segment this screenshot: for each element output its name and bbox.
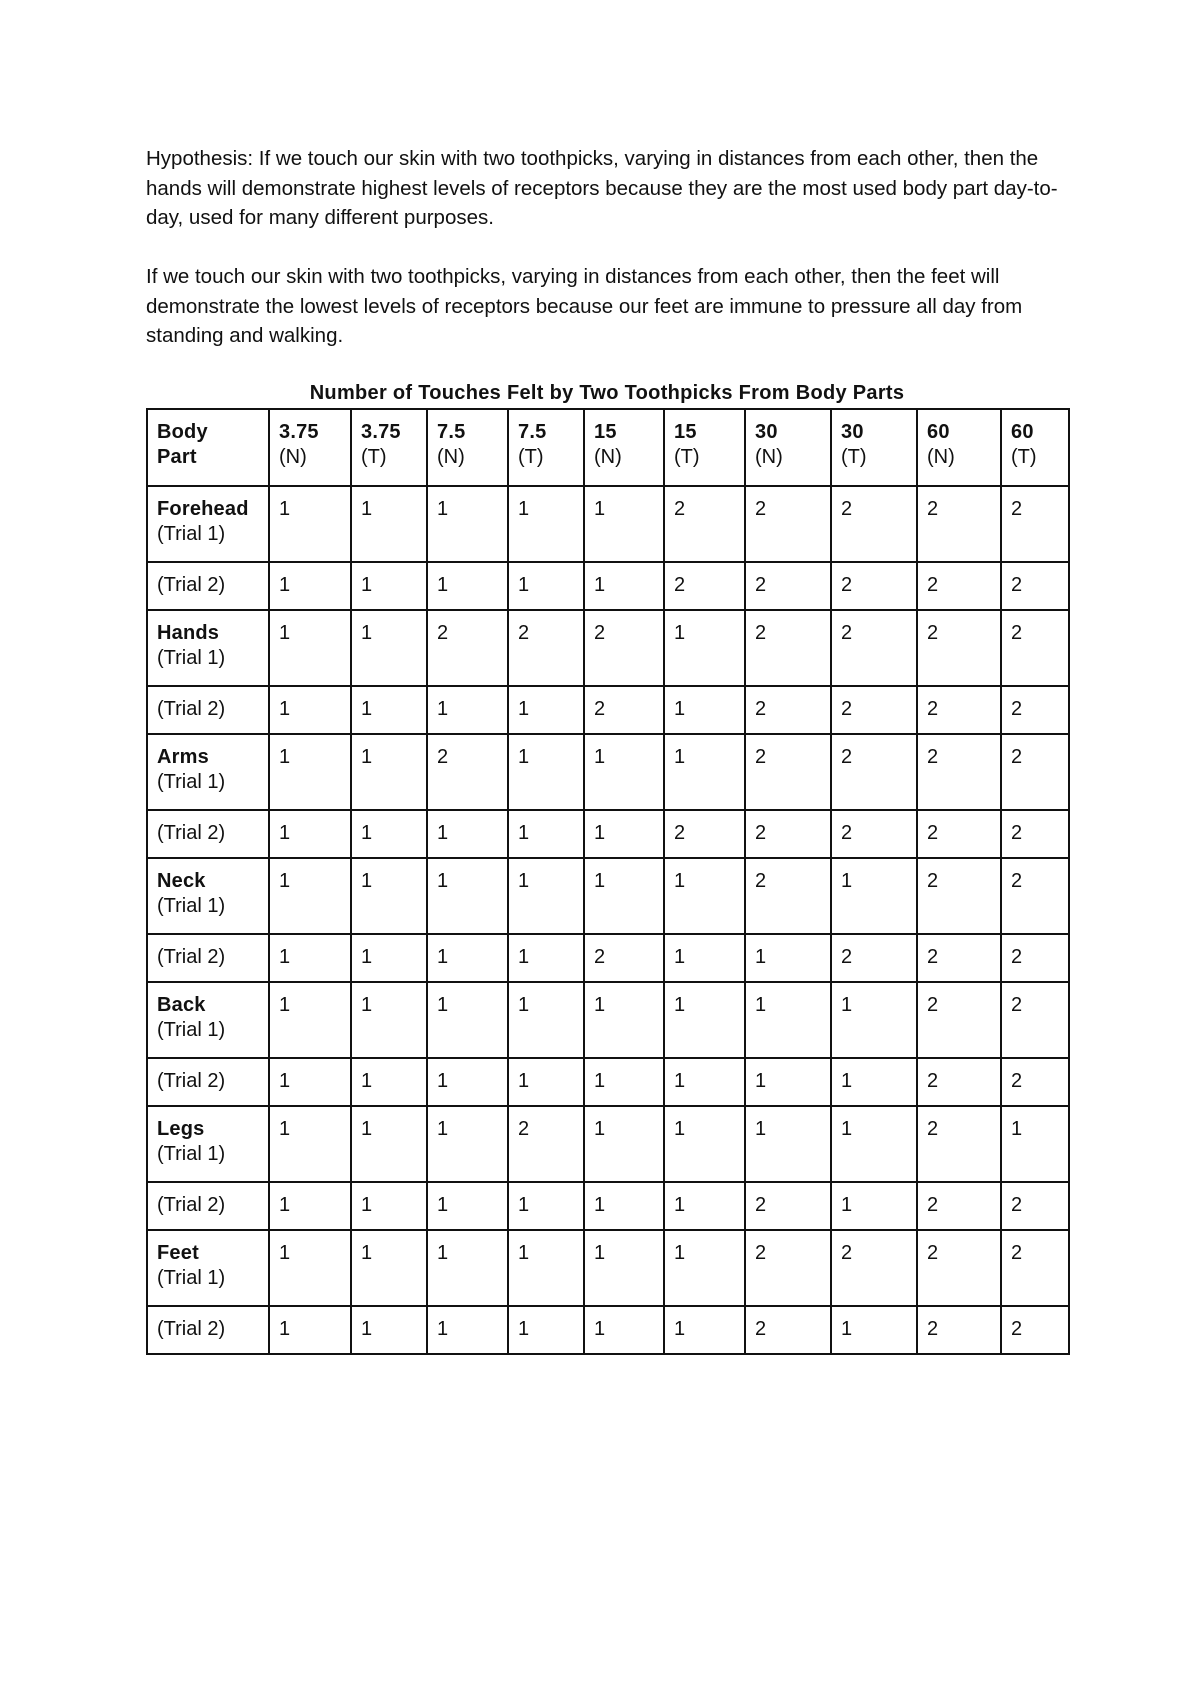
body-part-cell [147,982,269,1058]
touch-count-cell: 2 [745,562,831,610]
body-part-cell [147,686,269,734]
touch-count-cell: 1 [508,734,584,810]
touch-count-cell: 2 [1001,982,1069,1058]
hypothesis-paragraph-2: If we touch our skin with two toothpicks, varying in distances from each other, then the feet will demonstrate the lowest levels of receptors because our feet are immune to pressure all day from standing and walking. [146,265,1023,347]
table-row [147,1106,1069,1182]
table-row [147,686,1069,734]
touch-count-cell: 2 [745,810,831,858]
column-distance-value: 15 [674,421,697,443]
touch-count-cell: 1 [269,934,351,982]
body-part-name: Back [157,994,206,1016]
touch-count-cell: 1 [584,858,664,934]
trial-label: (Trial 2) [157,1194,226,1216]
touch-count-cell: 1 [508,1058,584,1106]
body-part-cell [147,486,269,562]
trial-label: (Trial 1) [157,1267,226,1289]
touch-count-cell: 2 [664,486,745,562]
touch-count-cell: 1 [664,610,745,686]
touch-count-cell: 2 [745,1230,831,1306]
trial-label: (Trial 2) [157,1318,226,1340]
column-header-cell [584,409,664,486]
corner-line-2: Part [157,446,197,468]
touch-count-cell: 2 [831,486,917,562]
table-row [147,1182,1069,1230]
touch-count-cell: 2 [831,610,917,686]
column-type-label: (N) [279,446,307,468]
body-part-name: Feet [157,1242,199,1264]
touch-count-cell: 2 [584,686,664,734]
touch-count-cell: 1 [269,734,351,810]
touch-count-cell: 1 [584,1106,664,1182]
touch-count-cell: 2 [831,562,917,610]
touch-count-cell: 1 [831,1106,917,1182]
touch-count-cell: 1 [269,486,351,562]
touch-count-cell: 1 [351,1182,427,1230]
touch-count-cell: 1 [269,1058,351,1106]
body-part-cell [147,1058,269,1106]
touch-count-cell: 1 [584,1058,664,1106]
body-part-cell [147,934,269,982]
touch-count-cell: 2 [917,982,1001,1058]
table-row [147,934,1069,982]
touch-count-cell: 2 [508,1106,584,1182]
table-row [147,1230,1069,1306]
touch-count-cell: 2 [1001,1230,1069,1306]
touch-count-cell: 2 [1001,734,1069,810]
touch-count-cell: 2 [917,1058,1001,1106]
column-distance-value: 30 [841,421,864,443]
touch-count-cell: 1 [427,562,508,610]
body-part-cell [147,1306,269,1354]
touch-count-cell: 1 [508,686,584,734]
touch-count-cell: 1 [745,934,831,982]
table-row [147,486,1069,562]
touch-count-cell: 2 [917,1182,1001,1230]
body-part-name: Arms [157,746,209,768]
touch-count-cell: 2 [831,810,917,858]
trial-label: (Trial 2) [157,1070,226,1092]
touch-count-cell: 2 [664,810,745,858]
touch-count-cell: 1 [269,982,351,1058]
table-header-row [147,409,1069,486]
touch-count-cell: 1 [351,1306,427,1354]
touch-count-cell: 2 [1001,486,1069,562]
body-part-cell [147,1106,269,1182]
touch-count-cell: 2 [1001,934,1069,982]
touch-count-cell: 1 [831,1306,917,1354]
column-type-label: (N) [437,446,465,468]
touch-count-cell: 1 [427,486,508,562]
touch-count-cell: 1 [269,1182,351,1230]
touch-count-cell: 1 [427,686,508,734]
touch-count-cell: 2 [664,562,745,610]
touch-count-cell: 1 [269,810,351,858]
column-distance-value: 60 [927,421,950,443]
touch-count-cell: 1 [745,1058,831,1106]
touch-count-cell: 2 [508,610,584,686]
table-row [147,562,1069,610]
body-part-cell [147,1182,269,1230]
touch-count-cell: 1 [269,1106,351,1182]
touch-count-cell: 1 [351,1106,427,1182]
touch-count-cell: 2 [1001,610,1069,686]
touch-count-cell: 1 [508,858,584,934]
touch-count-cell: 1 [584,486,664,562]
trial-label: (Trial 1) [157,647,226,669]
table-row [147,1058,1069,1106]
touch-count-cell: 2 [917,810,1001,858]
touch-count-cell: 1 [269,1230,351,1306]
touch-count-cell: 1 [664,1106,745,1182]
touch-count-cell: 1 [508,934,584,982]
touch-count-cell: 2 [745,1182,831,1230]
body-part-cell [147,610,269,686]
touch-count-cell: 1 [427,858,508,934]
column-type-label: (N) [594,446,622,468]
touch-count-cell: 1 [664,934,745,982]
column-type-label: (T) [518,446,544,468]
body-part-cell [147,810,269,858]
column-header-cell [1001,409,1069,486]
touch-count-cell: 1 [584,1230,664,1306]
touch-count-cell: 1 [664,734,745,810]
touch-count-cell: 1 [351,734,427,810]
table-caption: Number of Touches Felt by Two Toothpicks From Body Parts [309,382,905,404]
touch-count-cell: 1 [831,858,917,934]
touch-count-cell: 1 [351,858,427,934]
touch-count-cell: 1 [351,982,427,1058]
trial-label: (Trial 1) [157,523,226,545]
table-row [147,858,1069,934]
touch-count-cell: 1 [584,562,664,610]
table-row [147,734,1069,810]
touch-count-cell: 2 [745,486,831,562]
trial-label: (Trial 1) [157,895,226,917]
touch-count-cell: 2 [917,1230,1001,1306]
touch-count-cell: 1 [508,486,584,562]
column-type-label: (T) [361,446,387,468]
touch-count-cell: 2 [917,858,1001,934]
trial-label: (Trial 2) [157,574,226,596]
touch-count-cell: 2 [1001,1058,1069,1106]
column-header-cell [664,409,745,486]
table-row [147,810,1069,858]
touch-count-cell: 2 [427,734,508,810]
column-type-label: (T) [674,446,700,468]
touch-count-cell: 2 [917,686,1001,734]
column-header-cell [745,409,831,486]
touch-count-cell: 1 [584,734,664,810]
column-header-cell [831,409,917,486]
touch-count-cell: 1 [427,1106,508,1182]
body-part-name: Hands [157,622,220,644]
touch-count-cell: 1 [664,982,745,1058]
touch-count-cell: 2 [745,686,831,734]
column-distance-value: 15 [594,421,617,443]
body-part-name: Legs [157,1118,205,1140]
touch-count-cell: 1 [584,810,664,858]
column-type-label: (T) [1011,446,1037,468]
touch-count-cell: 1 [831,1058,917,1106]
table-body [147,486,1069,1354]
touch-count-cell: 2 [1001,686,1069,734]
touch-count-cell: 1 [664,1306,745,1354]
touch-count-cell: 1 [269,1306,351,1354]
body-part-cell [147,562,269,610]
column-type-label: (N) [927,446,955,468]
touch-count-cell: 1 [351,934,427,982]
touch-count-cell: 1 [745,1106,831,1182]
touch-count-cell: 1 [664,1230,745,1306]
trial-label: (Trial 2) [157,946,226,968]
column-distance-value: 7.5 [518,421,547,443]
touch-count-cell: 1 [269,858,351,934]
body-part-cell [147,858,269,934]
touch-count-cell: 2 [917,486,1001,562]
trial-label: (Trial 2) [157,698,226,720]
column-distance-value: 7.5 [437,421,466,443]
touch-count-cell: 1 [664,858,745,934]
touch-count-cell: 1 [508,810,584,858]
touch-count-cell: 1 [427,1306,508,1354]
touch-count-cell: 1 [351,562,427,610]
touch-count-cell: 1 [351,810,427,858]
table-row [147,982,1069,1058]
touch-count-cell: 1 [508,1230,584,1306]
hypothesis-paragraph-1: Hypothesis: If we touch our skin with two toothpicks, varying in distances from each other, then the hands will demonstrate highest levels of receptors because they are the most used body part day-to-day, used for many different purposes. [146,147,1058,229]
touch-count-cell: 2 [1001,562,1069,610]
column-distance-value: 3.75 [361,421,401,443]
trial-label: (Trial 1) [157,1143,226,1165]
trial-label: (Trial 2) [157,822,226,844]
touch-count-cell: 2 [745,610,831,686]
touch-count-cell: 1 [269,686,351,734]
touch-count-cell: 2 [917,562,1001,610]
corner-header-cell [147,409,269,486]
touch-count-cell: 2 [917,1306,1001,1354]
touch-count-cell: 1 [664,1182,745,1230]
touch-count-cell: 1 [351,686,427,734]
touch-count-cell: 1 [584,1306,664,1354]
touch-count-cell: 1 [831,1182,917,1230]
body-part-name: Forehead [157,498,249,520]
touch-count-cell: 2 [1001,1182,1069,1230]
touch-count-cell: 2 [745,734,831,810]
touch-count-cell: 1 [269,610,351,686]
corner-line-1: Body [157,421,208,443]
touch-count-cell: 1 [351,1058,427,1106]
column-header-cell [351,409,427,486]
touch-count-cell: 2 [917,934,1001,982]
touch-count-cell: 1 [427,1230,508,1306]
column-distance-value: 60 [1011,421,1034,443]
touch-count-cell: 1 [831,982,917,1058]
touch-count-cell: 1 [664,1058,745,1106]
column-distance-value: 3.75 [279,421,319,443]
touch-count-cell: 1 [584,1182,664,1230]
column-header-cell [427,409,508,486]
touch-count-cell: 1 [508,1306,584,1354]
table-row [147,610,1069,686]
body-part-cell [147,1230,269,1306]
touch-count-cell: 1 [584,982,664,1058]
column-type-label: (N) [755,446,783,468]
table-row [147,1306,1069,1354]
touch-count-cell: 1 [351,610,427,686]
body-part-cell [147,734,269,810]
column-type-label: (T) [841,446,867,468]
touch-count-cell: 2 [917,610,1001,686]
touches-table [146,408,1070,1355]
touch-count-cell: 2 [584,934,664,982]
touch-count-cell: 2 [1001,810,1069,858]
touch-count-cell: 2 [917,734,1001,810]
trial-label: (Trial 1) [157,1019,226,1041]
touch-count-cell: 1 [269,562,351,610]
touch-count-cell: 2 [831,734,917,810]
touch-count-cell: 2 [1001,1306,1069,1354]
touch-count-cell: 1 [508,562,584,610]
column-header-cell [269,409,351,486]
touch-count-cell: 1 [745,982,831,1058]
touch-count-cell: 1 [427,982,508,1058]
touch-count-cell: 2 [831,1230,917,1306]
touch-count-cell: 1 [508,1182,584,1230]
touch-count-cell: 2 [745,858,831,934]
touch-count-cell: 1 [427,934,508,982]
column-distance-value: 30 [755,421,778,443]
touch-count-cell: 1 [427,810,508,858]
touch-count-cell: 1 [427,1058,508,1106]
column-header-cell [508,409,584,486]
touch-count-cell: 1 [508,982,584,1058]
touch-count-cell: 1 [1001,1106,1069,1182]
touch-count-cell: 1 [664,686,745,734]
touch-count-cell: 1 [427,1182,508,1230]
touch-count-cell: 2 [427,610,508,686]
touch-count-cell: 2 [917,1106,1001,1182]
touch-count-cell: 1 [351,486,427,562]
touch-count-cell: 2 [745,1306,831,1354]
column-header-cell [917,409,1001,486]
touch-count-cell: 2 [831,934,917,982]
touch-count-cell: 1 [351,1230,427,1306]
touch-count-cell: 2 [1001,858,1069,934]
trial-label: (Trial 1) [157,771,226,793]
body-part-name: Neck [157,870,206,892]
touch-count-cell: 2 [831,686,917,734]
touch-count-cell: 2 [584,610,664,686]
